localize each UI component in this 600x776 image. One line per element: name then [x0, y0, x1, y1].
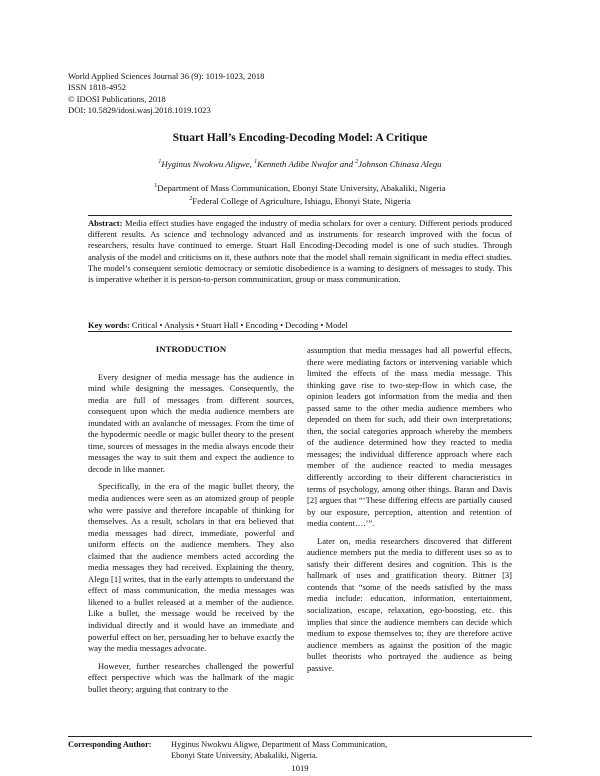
affiliation-1-text: Department of Mass Communication, Ebonyi State University, Abakaliki, Nigeria: [157, 183, 446, 193]
abstract-text: Media effect studies have engaged the industry of media scholars for over a century. Different periods produced different results. As science and technology advanced and as instruments for research improved with the focus of researchers, results have continued to emerge. Stuart Hall Encoding-Decoding model is one of such studies. Through analysis of the model and criticisms on it, these authors note that the model shall remain significant in media effect studies. The model’s consequent semiotic democracy or semiotic disobedience is a warning to designers of messages to study. This is imperative whether it is person-to-person communication, group or mass communication.: [88, 218, 512, 285]
keywords-bottom-rule: [88, 331, 512, 332]
affiliation-2-text: Federal College of Agriculture, Ishiagu, Ebonyi State, Nigeria: [192, 196, 411, 206]
right-paragraph-2: Later on, media researchers discovered that different audience members put the media to different uses so as to satisfy their different desires and cognition. This is the hallmark of uses and gratification theory. Bittner [3] contends that “some of the needs satisfied by the mass media include: education, information, entertainment, socialization, escape, relaxation, ego-boosting, etc. this implies that since the audience members can decide which medium to expose themselves to; they are therefore active audience members as against the position of the magic bullet theorists who portrayed the audience as being passive.: [307, 535, 512, 673]
keywords-label: Key words:: [88, 320, 130, 330]
keywords: [88, 320, 512, 330]
left-paragraph-3: However, further researches challenged the powerful effect perspective which was the hallmark of the magic bullet theory; arguing that contrary to the: [88, 660, 294, 694]
corresponding-author-label: Corresponding Author:: [68, 740, 152, 749]
affiliation-2: [0, 196, 600, 206]
author-3-affiliation-mark: 2: [355, 159, 359, 166]
author-2: Kenneth Adibe Nwafor and: [257, 159, 356, 169]
paper-title: Stuart Hall’s Encoding-Decoding Model: A Critique: [172, 132, 428, 144]
author-2-affiliation-mark: 1: [254, 159, 258, 166]
affiliation-1: [0, 183, 600, 193]
corresponding-author-line-1: Hyginus Nwokwu Aligwe, Department of Mass Communication,: [171, 740, 388, 749]
section-heading-introduction: INTRODUCTION: [155, 344, 227, 354]
author-1: Hyginus Nwokwu Aligwe,: [161, 159, 255, 169]
abstract-top-rule: [88, 215, 512, 216]
author-3: Johnson Chinasa Alegu: [358, 159, 442, 169]
abstract: [88, 218, 512, 285]
journal-doi: DOI: 10.5829/idosi.wasj.2018.1019.1023: [68, 105, 211, 116]
journal-metadata: [68, 71, 264, 117]
keywords-text: Critical • Analysis • Stuart Hall • Encoding • Decoding • Model: [129, 320, 348, 330]
abstract-label: Abstract:: [88, 218, 123, 228]
affiliation-1-mark: 1: [154, 183, 158, 190]
journal-copyright: © IDOSI Publications, 2018: [68, 93, 166, 104]
left-paragraph-2: Specifically, in the era of the magic bullet theory, the media audiences were seen as an atomized group of people who were passive and therefore incapable of thinking for themselves. As a result, scholars in that era believed that media messages had direct, immediate, powerful and uniform effects on the audience members. They also claimed that the audience members acted according the media messages they had received. Explaining the theory, Alegu [1] writes, that in the early attempts to understand the effect of mass communication, the media messages was likened to a bullet released at a member of the audience. Like a bullet, the message would be received by the individual directly and it would have an immediate and powerful effect on her, persuading her to behave exactly the way the media messages advocate.: [88, 481, 294, 654]
footer-rule: [68, 736, 532, 737]
journal-issn: ISSN 1818-4952: [68, 82, 127, 93]
page-number: 1019: [291, 763, 309, 773]
corresponding-author: [68, 739, 387, 761]
journal-citation: World Applied Sciences Journal 36 (9): 1019-1023, 2018: [68, 71, 265, 81]
left-column: [88, 344, 294, 695]
author-list: [0, 159, 600, 169]
right-paragraph-1: assumption that media messages had all powerful effects, there were mediating factors or intervening variable which limited the effects of the mass media message. This thinking gave rise to two-step-flow in which case, the opinion leaders got information from the media and then passed same to the other media audience members who depended on them for such, add their own interpretations; then, the social categories approach whereby the members of the audience determined how they reacted to media messages; the individual difference approach where each member of the audience reacted to media messages differently according to their different characteristics in terms of psychology, among other things. Baran and Davis [2] argues that “‘These differing effects are partially caused by our exposure, perception, attention and retention of media content….’”.: [307, 345, 512, 529]
left-paragraph-1: Every designer of media message has the audience in mind while designing the messages. Consequently, the media are full of messages from different sources, consequent upon which the media audience members are inundated with an avalanche of messages. From the time of the hypodermic needle or magic bullet theory to the present time, sources of messages in the media always encode their messages the way to suit them and expect the audience to decode in like manner.: [88, 371, 294, 474]
author-1-affiliation-mark: 1: [158, 159, 162, 166]
corresponding-author-line-2: Ebonyi State University, Abakaliki, Nigeria.: [171, 751, 318, 760]
affiliation-2-mark: 2: [189, 196, 193, 203]
right-column: [307, 345, 512, 674]
